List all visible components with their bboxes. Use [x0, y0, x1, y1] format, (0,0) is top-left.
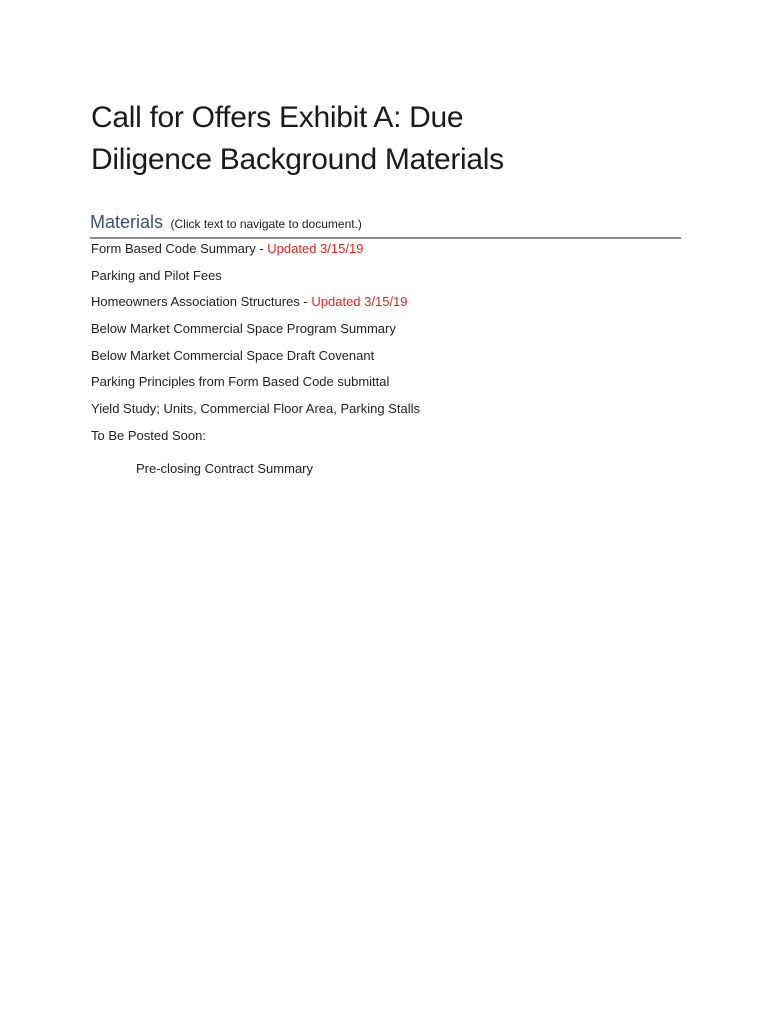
- parking-and-pilot-fees-link[interactable]: Parking and Pilot Fees: [91, 267, 222, 283]
- homeowners-association-structures-link[interactable]: Homeowners Association Structures: [91, 294, 300, 310]
- updated-badge: Updated 3/15/19: [311, 294, 408, 310]
- materials-list: [91, 239, 420, 426]
- materials-heading-row: [90, 209, 681, 239]
- item-separator: -: [255, 241, 268, 256]
- updated-badge: Updated 3/15/19: [267, 241, 364, 256]
- to-be-posted-heading: To Be Posted Soon:: [91, 428, 206, 443]
- materials-note: (Click text to navigate to document.): [170, 217, 362, 231]
- commercial-space-draft-covenant-link[interactable]: Below Market Commercial Space Draft Covenant: [91, 347, 375, 363]
- yield-study-link[interactable]: Yield Study; Units, Commercial Floor Area, Parking Stalls: [91, 401, 420, 417]
- parking-principles-link[interactable]: Parking Principles from Form Based Code submittal: [91, 374, 390, 390]
- list-item: [91, 399, 420, 426]
- pre-closing-contract-summary: Pre-closing Contract Summary: [136, 461, 313, 476]
- list-item: [91, 292, 420, 319]
- list-item: [91, 239, 420, 266]
- commercial-space-program-summary-link[interactable]: Below Market Commercial Space Program Summary: [91, 321, 396, 337]
- list-item: [91, 266, 420, 293]
- form-based-code-summary-link[interactable]: Form Based Code Summary: [91, 241, 256, 256]
- materials-heading: Materials: [90, 212, 164, 232]
- list-item: [91, 372, 420, 399]
- list-item: [91, 346, 420, 373]
- document-title-line-2: Diligence Background Materials: [91, 143, 504, 176]
- document-title: [91, 97, 651, 181]
- document-title-line-1: Call for Offers Exhibit A: Due: [91, 101, 464, 134]
- list-item: [91, 319, 420, 346]
- item-separator: -: [299, 294, 312, 310]
